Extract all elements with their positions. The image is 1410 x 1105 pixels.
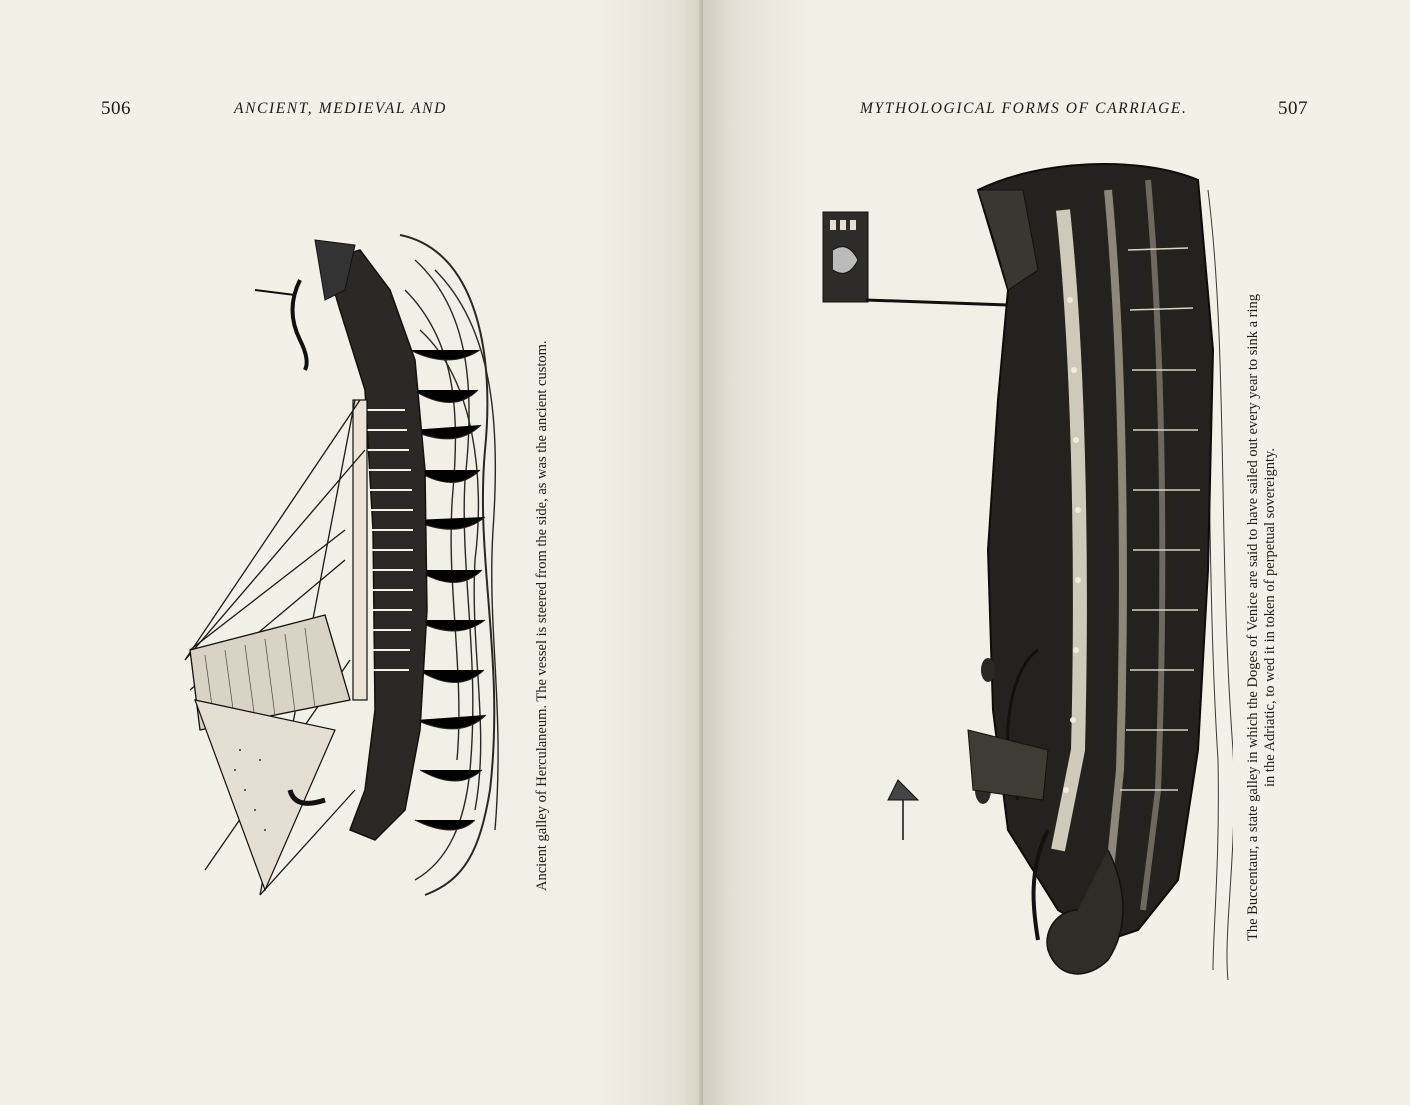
right-caption bbox=[1245, 294, 1279, 941]
right-caption-line-1: The Buccentaur, a state galley in which the Doges of Venice are said to have sailed out every year to sink a ring bbox=[1245, 294, 1261, 941]
ancient-galley-engraving-icon bbox=[175, 230, 520, 900]
right-caption-line-2: in the Adriatic, to wed it in token of perpetual sovereignty. bbox=[1262, 448, 1278, 787]
left-caption: Ancient galley of Herculaneum. The vessel is steered from the side, as was the ancient custom. bbox=[534, 340, 550, 891]
right-running-head: MYTHOLOGICAL FORMS OF CARRIAGE. bbox=[860, 100, 1188, 117]
buccentaur-galley-engraving-icon bbox=[808, 150, 1233, 1005]
left-running-head: ANCIENT, MEDIEVAL AND bbox=[234, 100, 447, 117]
right-page-number: 507 bbox=[1278, 98, 1308, 119]
left-page bbox=[0, 0, 703, 1105]
right-page bbox=[703, 0, 1410, 1105]
left-page-number: 506 bbox=[101, 98, 131, 119]
